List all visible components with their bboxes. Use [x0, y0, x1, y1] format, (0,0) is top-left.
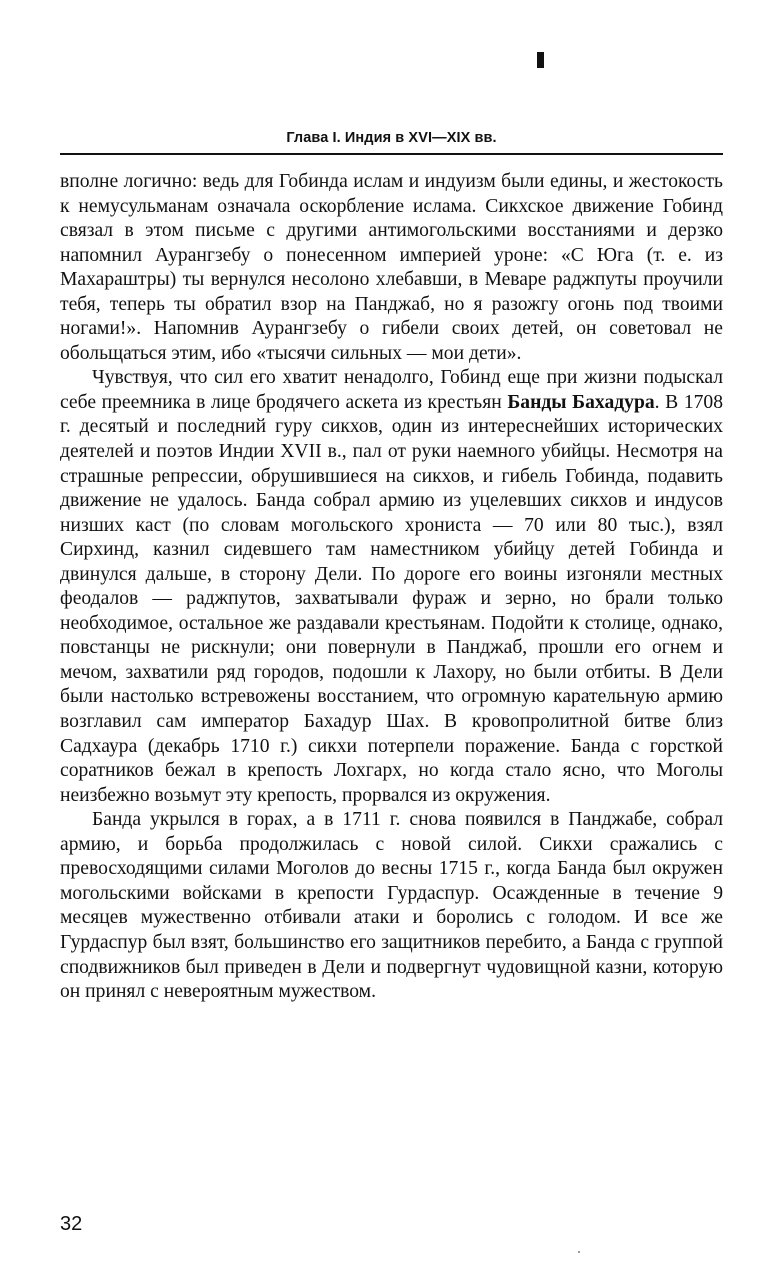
- header-rule: [60, 153, 723, 155]
- paragraph-2-text-after: . В 1708 г. десятый и последний гуру сикхов, один из интереснейших исторических деятелей и поэтов Индии XVII в., пал от руки наемного убийцы. Несмотря на страшные репрессии, обрушившиеся на сикхов, и гибель Гобинда, подавить движение не удалось. Банда собрал армию из уцелевших сикхов и индусов низших каст (по словам могольского хрониста — 70 или 80 тыс.), взял Сирхинд, казнил сидевшего там наместником убийцу детей Гобинда и двинулся дальше, в сторону Дели. По дороге его воины изгоняли местных феодалов — раджпутов, захватывали фураж и зерно, но брали только необходимое, остальное же раздавали крестьянам. Подойти к столице, однако, повстанцы не рискнули; они повернули в Панджаб, прошли его огнем и мечом, захватили ряд городов, подошли к Лахору, но были отбиты. В Дели были настолько встревожены восстанием, что огромную карательную армию возглавил сам император Бахадур Шах. В кровопролитной битве близ Садхаура (декабрь 1710 г.) сикхи потерпели поражение. Банда с горсткой соратников бежал в крепость Лохгарх, но когда стало ясно, что Моголы неизбежно возьмут эту крепость, прорвался из окружения.: [60, 391, 724, 806]
- term-banda-bahadur: Банды Бахадура: [507, 391, 655, 413]
- body-text: [60, 170, 723, 1005]
- paragraph-1: вполне логично: ведь для Гобинда ислам и индуизм были едины, и жестокость к немусульманам означала оскорбление ислама. Сикхское движение Гобинд связал в этом письме с другими антимогольскими восстаниями и дерзко напомнил Аурангзебу о понесенном империей уроне: «С Юга (т. е. из Махараштры) ты вернулся несолоно хлебавши, в Меваре раджпуты проучили тебя, теперь ты обратил взор на Панджаб, но я разожгу огонь под твоими ногами!». Напомнив Аурангзебу о гибели своих детей, он советовал не обольщаться этим, ибо «тысячи сильных — мои дети».: [60, 171, 723, 364]
- paragraph-2-text-before: Чувствуя, что сил его хватит ненадолго, Гобинд еще при жизни подыскал себе преемника в лице бродячего аскета из крестьян: [60, 367, 723, 413]
- page-number: 32: [60, 1213, 83, 1235]
- scan-speck: [578, 1251, 580, 1253]
- paragraph-2: [60, 366, 723, 808]
- running-head: Глава I. Индия в XVI—XIX вв.: [286, 130, 497, 146]
- chapter-thumb-tab: [537, 52, 544, 68]
- paragraph-3: Банда укрылся в горах, а в 1711 г. снова появился в Панджабе, собрал армию, и борьба продолжилась с новой силой. Сикхи сражались с превосходящими силами Моголов до весны 1715 г., когда Банда был окружен могольскими войсками в крепости Гурдаспур. Осажденные в течение 9 месяцев мужественно отбивали атаки и боролись с голодом. И все же Гурдаспур был взят, большинство его защитников перебито, а Банда с группой сподвижников был приведен в Дели и подвергнут чудовищной казни, которую он принял с невероятным мужеством.: [60, 809, 723, 1003]
